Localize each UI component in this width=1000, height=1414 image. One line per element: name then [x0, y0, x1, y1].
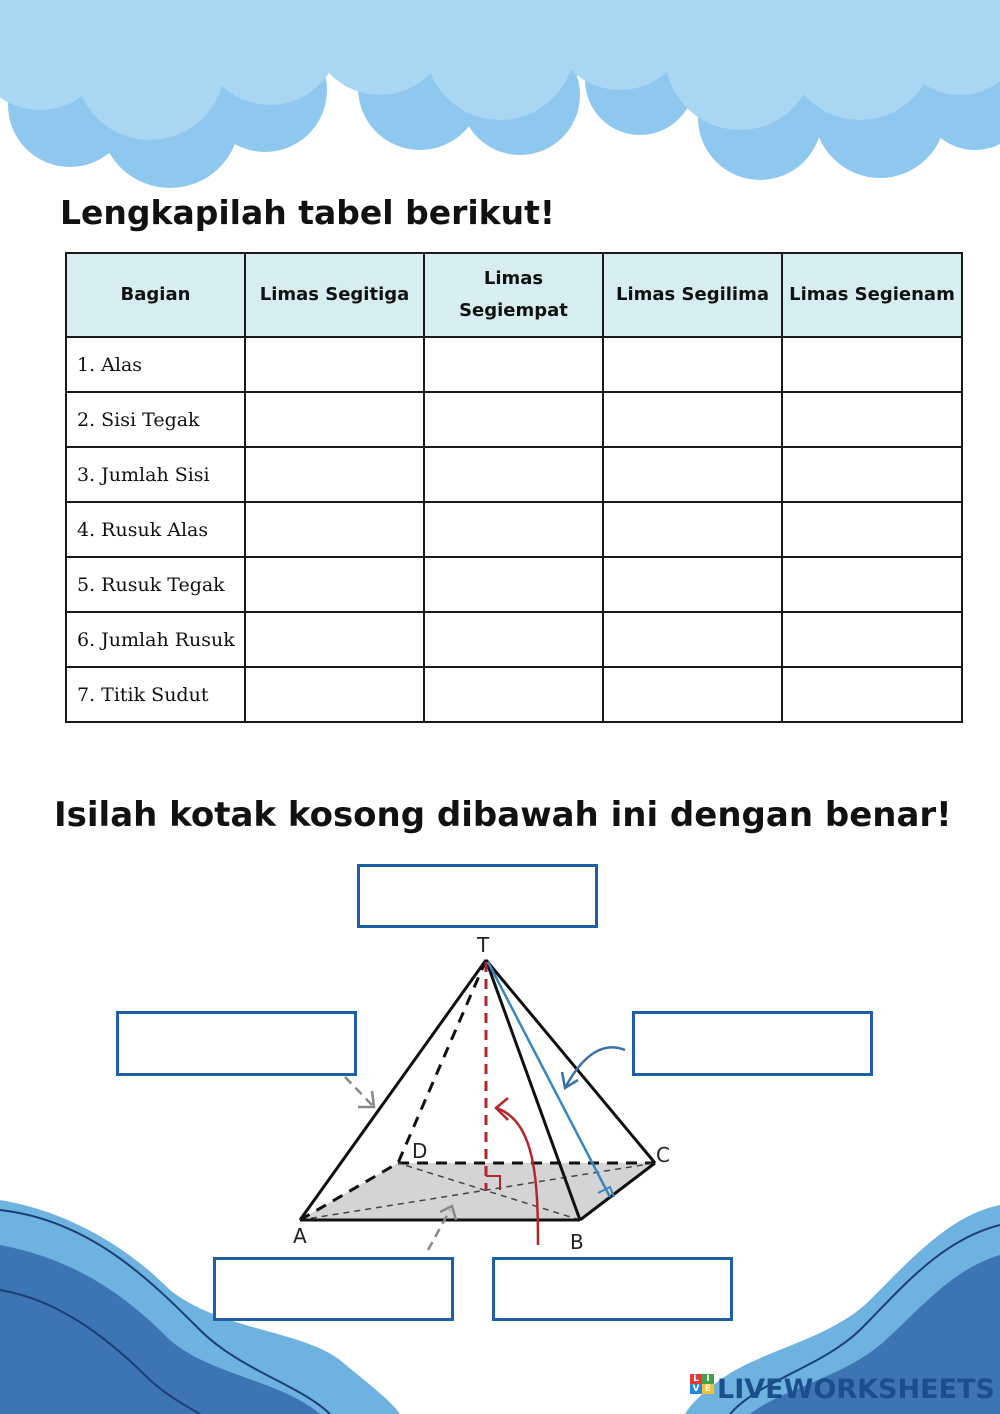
header-limas-segitiga: Limas Segitiga: [245, 253, 424, 337]
answer-box-lateral-edge[interactable]: [116, 1011, 357, 1076]
row-label: 6. Jumlah Rusuk: [66, 612, 245, 667]
logo-letter: E: [702, 1384, 714, 1394]
liveworksheets-brand-text: LIVEWORKSHEETS: [717, 1373, 995, 1405]
edge-tc: [486, 960, 655, 1163]
diagram-instruction-heading: Isilah kotak kosong dibawah ini dengan benar!: [54, 795, 952, 835]
vertex-label-d: D: [412, 1139, 428, 1163]
logo-letter: V: [690, 1384, 702, 1394]
hidden-edge-td: [398, 960, 486, 1163]
answer-box-height[interactable]: [492, 1257, 733, 1321]
answer-box-base[interactable]: [213, 1257, 454, 1321]
liveworksheets-logo: [690, 1372, 995, 1406]
row-label: 3. Jumlah Sisi: [66, 447, 245, 502]
header-bagian: Bagian: [66, 253, 245, 337]
header-limas-segienam: Limas Segienam: [782, 253, 962, 337]
row-label: 4. Rusuk Alas: [66, 502, 245, 557]
vertex-label-b: B: [570, 1230, 584, 1254]
answer-box-apex[interactable]: [357, 864, 598, 928]
slant-height-line: [488, 962, 610, 1197]
row-label: 2. Sisi Tegak: [66, 392, 245, 447]
header-limas-segiempat: Limas Segiempat: [424, 253, 603, 337]
vertex-label-a: A: [293, 1224, 307, 1248]
answer-box-slant-height[interactable]: [632, 1011, 873, 1076]
table-instruction-heading: Lengkapilah tabel berikut!: [60, 193, 555, 232]
arrow-to-edge: [345, 1077, 372, 1105]
header-limas-segilima: Limas Segilima: [603, 253, 782, 337]
row-label: 7. Titik Sudut: [66, 667, 245, 722]
vertex-label-c: C: [656, 1143, 670, 1167]
logo-letter: L: [690, 1374, 702, 1384]
row-label: 1. Alas: [66, 337, 245, 392]
liveworksheets-logo-icon: [690, 1374, 714, 1404]
logo-letter: I: [702, 1374, 714, 1384]
vertex-label-t: T: [477, 933, 490, 957]
row-label: 5. Rusuk Tegak: [66, 557, 245, 612]
